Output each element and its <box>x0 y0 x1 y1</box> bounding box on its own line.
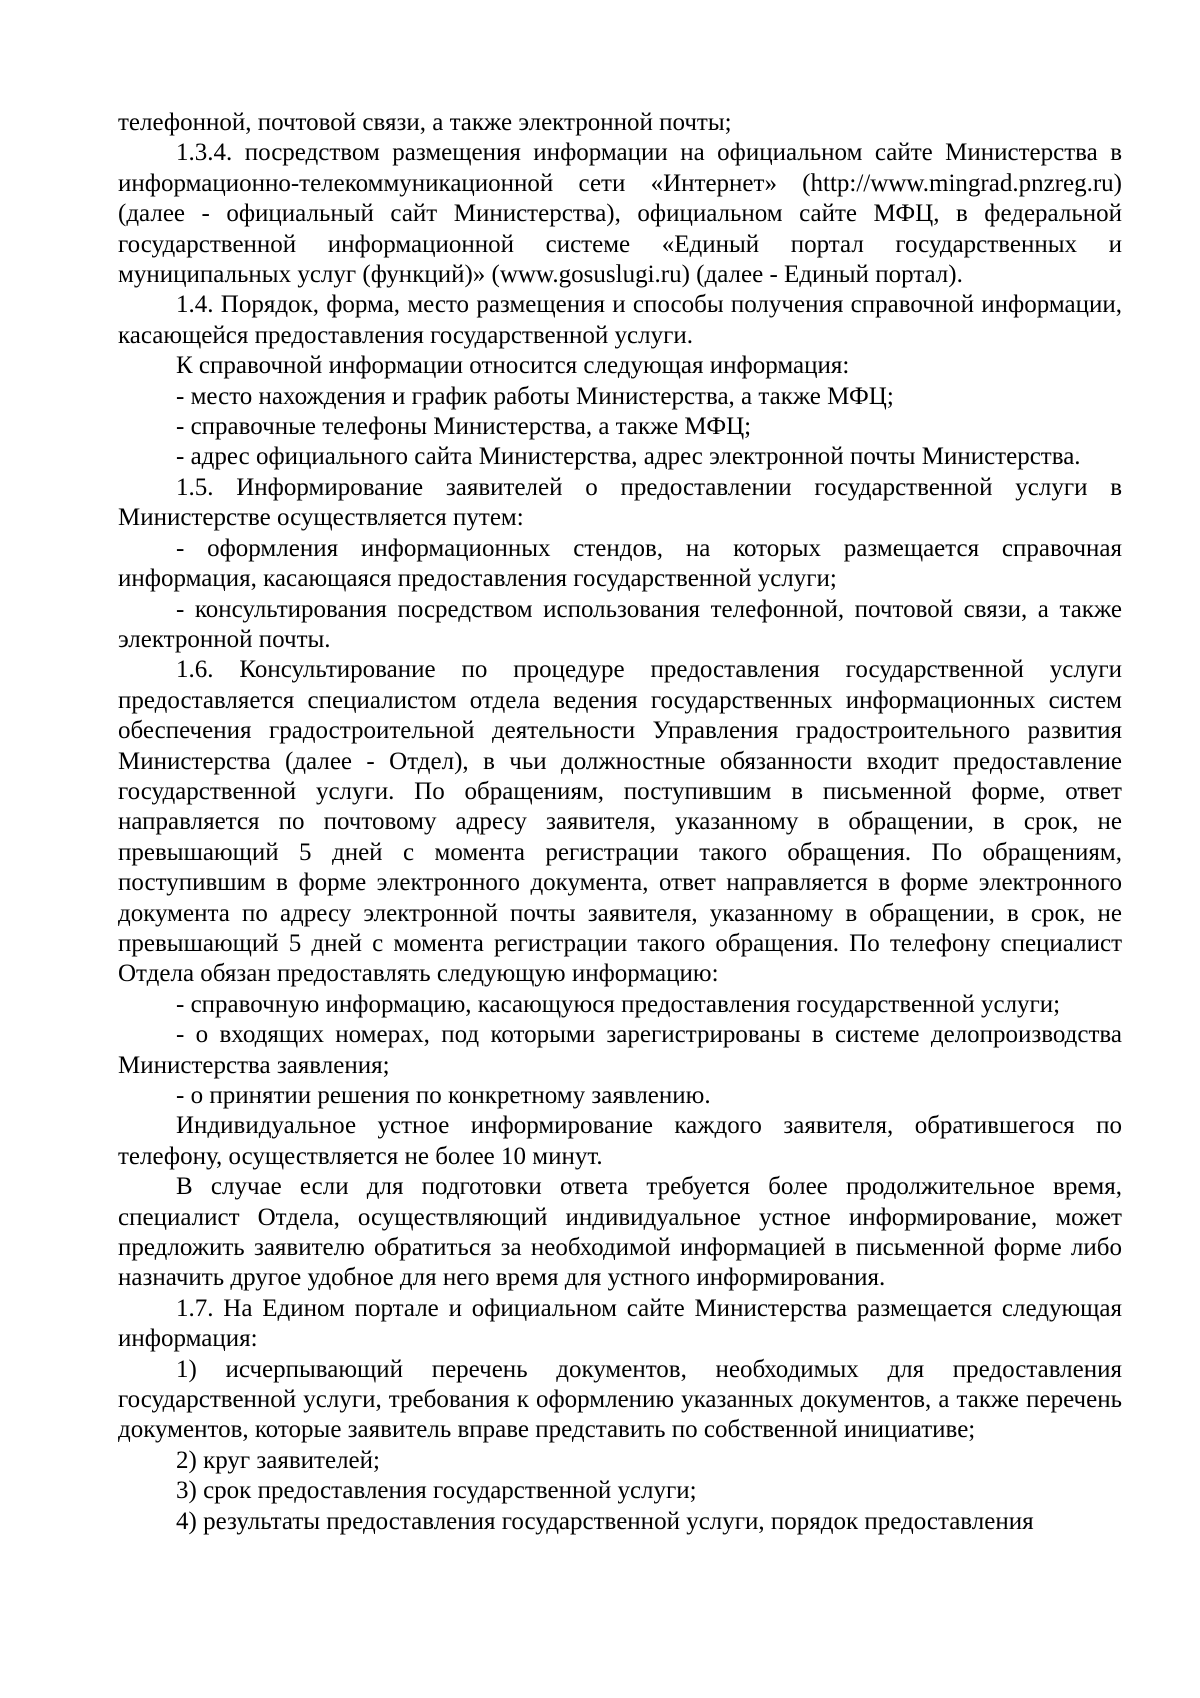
list-item-location: - место нахождения и график работы Министерства, а также МФЦ; <box>176 382 894 410</box>
paragraph-continuation: телефонной, почтовой связи, а также электронной почты; <box>118 109 732 136</box>
list-item-reference-info: - справочную информацию, касающуюся предоставления государственной услуги; <box>176 990 1061 1018</box>
list-item-1-documents: 1) исчерпывающий перечень документов, необходимых для предоставления государственной услуги, требования к оформлению указанных документов, а также перечень документов, которые заявитель вправе представить по собственной инициативе; <box>118 1355 1122 1444</box>
list-item-decision: - о принятии решения по конкретному заявлению. <box>176 1082 711 1109</box>
list-item-3-term: 3) срок предоставления государственной услуги; <box>176 1477 697 1505</box>
list-item-2-applicants: 2) круг заявителей; <box>176 1446 380 1474</box>
list-item-stands: - оформления информационных стендов, на которых размещается справочная информация, касающаяся предоставления государственной услуги; <box>118 534 1122 593</box>
list-item-4-results: 4) результаты предоставления государственной услуги, порядок предоставления <box>176 1507 1034 1535</box>
paragraph-1-3-4: 1.3.4. посредством размещения информации на официальном сайте Министерства в информационно-телекоммуникационной сети «Интернет» (http://www.mingrad.pnzreg.ru) (далее - официальный сайт Министерства), официальном сайте МФЦ, в федеральной государственной информационной системе «Единый портал государственных и муниципальных услуг (функций)» (www.gosuslugi.ru) (далее - Единый портал). <box>118 139 1122 289</box>
paragraph-1-7: 1.7. На Едином портале и официальном сайте Министерства размещается следующая информация: <box>118 1294 1122 1353</box>
paragraph-1-5: 1.5. Информирование заявителей о предоставлении государственной услуги в Министерстве осуществляется путем: <box>118 473 1122 532</box>
list-item-phones: - справочные телефоны Министерства, а также МФЦ; <box>176 413 752 441</box>
paragraph-1-4: 1.4. Порядок, форма, место размещения и способы получения справочной информации, касающейся предоставления государственной услуги. <box>118 291 1122 349</box>
paragraph-longer-time: В случае если для подготовки ответа требуется более продолжительное время, специалист Отдела, осуществляющий индивидуальное устное информирование, может предложить заявителю обратиться за необходимой информацией в письменной форме либо назначить другое удобное для него время для устного информирования. <box>118 1173 1122 1292</box>
paragraph-individual-informing: Индивидуальное устное информирование каждого заявителя, обратившегося по телефону, осуществляется не более 10 минут. <box>118 1112 1122 1170</box>
list-item-incoming-numbers: - о входящих номерах, под которыми зарегистрированы в системе делопроизводства Министерства заявления; <box>118 1021 1122 1079</box>
document-page <box>118 108 1122 1537</box>
list-item-website: - адрес официального сайта Министерства, адрес электронной почты Министерства. <box>176 443 1081 471</box>
paragraph-1-6: 1.6. Консультирование по процедуре предоставления государственной услуги предоставляется специалистом отдела ведения государственных информационных систем обеспечения градостроительной деятельности Управления градостроительного развития Министерства (далее - Отдел), в чьи должностные обязанности входит предоставление государственной услуги. По обращениям, поступившим в письменной форме, ответ направляется по почтовому адресу заявителя, указанному в обращении, в срок, не превышающий 5 дней с момента регистрации такого обращения. По обращениям, поступившим в форме электронного документа, ответ направляется в форме электронного документа по адресу электронной почты заявителя, указанному в обращении, в срок, не превышающий 5 дней с момента регистрации такого обращения. По телефону специалист Отдела обязан предоставлять следующую информацию: <box>118 656 1122 988</box>
list-item-consulting: - консультирования посредством использования телефонной, почтовой связи, а также электронной почты. <box>118 595 1122 653</box>
paragraph-reference-intro: К справочной информации относится следующая информация: <box>176 352 850 380</box>
